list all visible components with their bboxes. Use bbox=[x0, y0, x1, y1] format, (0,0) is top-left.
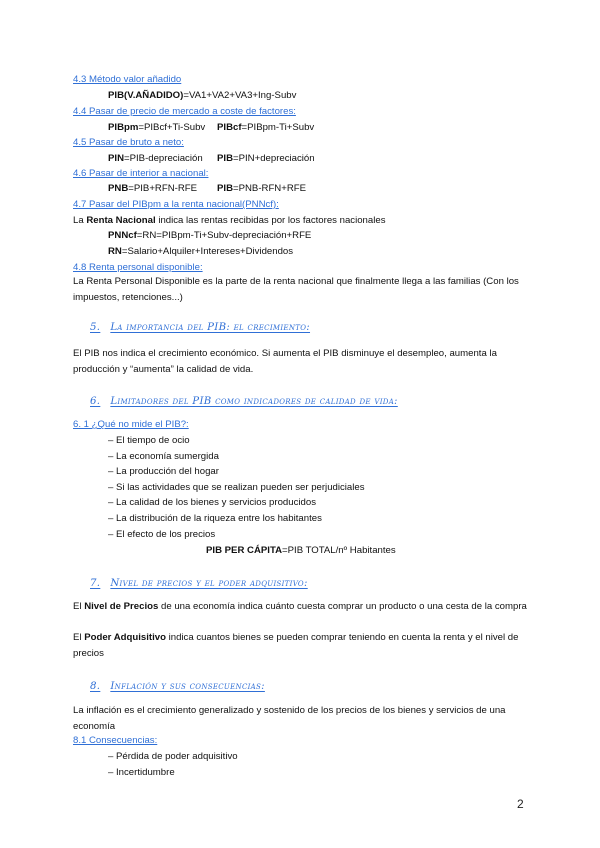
section-4-4-title: 4.4 Pasar de precio de mercado a coste de factores: bbox=[73, 106, 296, 117]
formula-pibcf: PIBcf=PIBpm-Ti+Subv bbox=[217, 122, 315, 133]
formula-pib-per-capita: PIB PER CÁPITA=PIB TOTAL/nº Habitantes bbox=[206, 545, 396, 556]
formula-pib-nacional: PIB=PNB-RFN+RFE bbox=[217, 183, 307, 194]
formula-rn: RN=Salario+Alquiler+Intereses+Dividendos bbox=[108, 246, 294, 257]
page-number: 2 bbox=[517, 797, 524, 811]
list-item: – La economía sumergida bbox=[108, 451, 219, 462]
section-8-1-title: 8.1 Consecuencias: bbox=[73, 735, 158, 746]
list-item: – El tiempo de ocio bbox=[108, 435, 190, 446]
heading-5: 5. La importancia del PIB: el crecimiento: bbox=[90, 322, 311, 333]
section-4-3-title: 4.3 Método valor añadido bbox=[73, 74, 182, 85]
list-item: – Incertidumbre bbox=[108, 767, 175, 778]
list-item: – La calidad de los bienes y servicios producidos bbox=[108, 497, 316, 508]
formula-pib-vanadido: PIB(V.AÑADIDO)=VA1+VA2+VA3+Ing-Subv bbox=[108, 90, 297, 101]
section-4-8-title: 4.8 Renta personal disponible: bbox=[73, 262, 203, 273]
section-5-text: El PIB nos indica el crecimiento económico. Si aumenta el PIB disminuye el desempleo, aumenta la producción y “aumenta” la calidad de vida. bbox=[73, 348, 497, 375]
heading-8: 8. Inflación y sus consecuencias: bbox=[90, 681, 265, 692]
poder-adquisitivo-text: El Poder Adquisitivo indica cuantos bienes se pueden comprar teniendo en cuenta la renta y el nivel de precios bbox=[73, 632, 519, 659]
inflacion-text: La inflación es el crecimiento generalizado y sostenido de los precios de los bienes y servicios de una economía bbox=[73, 705, 506, 732]
renta-personal-text: La Renta Personal Disponible es la parte de la renta nacional que finalmente llega a las familias (Con los impuestos, retenciones...) bbox=[73, 276, 519, 303]
renta-nacional-text: La Renta Nacional indica las rentas recibidas por los factores nacionales bbox=[73, 215, 386, 226]
heading-6: 6. Limitadores del PIB como indicadores de calidad de vida: bbox=[90, 396, 398, 407]
section-4-7-title: 4.7 Pasar del PIBpm a la renta nacional(PNNcf): bbox=[73, 199, 279, 210]
formula-pibpm: PIBpm=PIBcf+Ti-Subv bbox=[108, 122, 206, 133]
nivel-precios-text: El Nivel de Precios de una economía indica cuánto cuesta comprar un producto o una cesta de la compra bbox=[73, 601, 527, 612]
heading-7: 7. Nivel de precios y el poder adquisitivo: bbox=[90, 578, 308, 589]
formula-pin: PIN=PIB-depreciación bbox=[108, 153, 203, 164]
list-item: – La producción del hogar bbox=[108, 466, 219, 477]
list-item: – La distribución de la riqueza entre los habitantes bbox=[108, 513, 322, 524]
list-item: – Si las actividades que se realizan pueden ser perjudiciales bbox=[108, 482, 365, 493]
formula-pnncf: PNNcf=RN=PIBpm-Ti+Subv-depreciación+RFE bbox=[108, 230, 312, 241]
list-item: – Pérdida de poder adquisitivo bbox=[108, 751, 238, 762]
section-6-1-title: 6. 1 ¿Qué no mide el PIB?: bbox=[73, 419, 189, 430]
formula-pnb: PNB=PIB+RFN-RFE bbox=[108, 183, 198, 194]
formula-pib-net: PIB=PIN+depreciación bbox=[217, 153, 315, 164]
section-4-6-title: 4.6 Pasar de interior a nacional: bbox=[73, 168, 209, 179]
section-4-5-title: 4.5 Pasar de bruto a neto: bbox=[73, 137, 184, 148]
list-item: – El efecto de los precios bbox=[108, 529, 216, 540]
